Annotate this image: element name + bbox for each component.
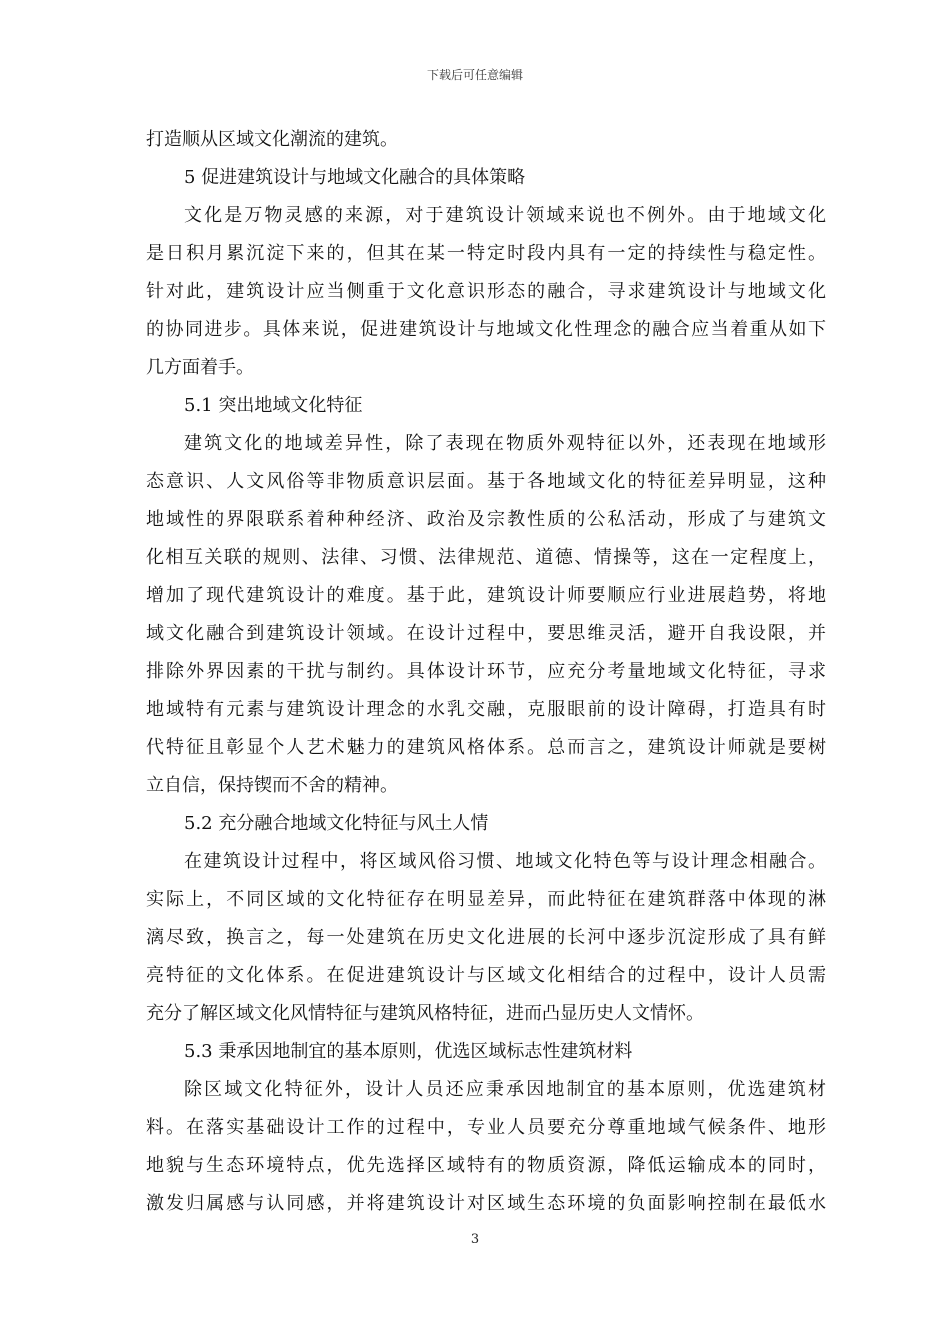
subsection-heading-5-3: 5.3 秉承因地制宜的基本原则，优选区域标志性建筑材料 (184, 1041, 633, 1062)
paragraph-line: 漓尽致，换言之，每一处建筑在历史文化进展的长河中逐步沉淀形成了具有鲜 (146, 927, 826, 948)
paragraph-line: 亮特征的文化体系。在促进建筑设计与区域文化相结合的过程中，设计人员需 (146, 965, 826, 986)
paragraph-line: 化相互关联的规则、法律、习惯、法律规范、道德、情操等，这在一定程度上， (146, 547, 826, 568)
paragraph-line: 的协同进步。具体来说，促进建筑设计与地域文化性理念的融合应当着重从如下 (146, 319, 826, 340)
page-header: 下载后可任意编辑 (426, 68, 523, 82)
subsection-heading-5-2: 5.2 充分融合地域文化特征与风土人情 (184, 813, 489, 834)
paragraph-line: 实际上，不同区域的文化特征存在明显差异，而此特征在建筑群落中体现的淋 (146, 889, 826, 910)
paragraph-line: 料。在落实基础设计工作的过程中，专业人员要充分尊重地域气候条件、地形 (146, 1117, 826, 1138)
page-number: 3 (470, 1232, 480, 1247)
paragraph-line: 激发归属感与认同感，并将建筑设计对区域生态环境的负面影响控制在最低水 (146, 1193, 826, 1214)
paragraph-line: 域文化融合到建筑设计领域。在设计过程中，要思维灵活，避开自我设限，并 (146, 623, 826, 644)
paragraph-line: 建筑文化的地域差异性，除了表现在物质外观特征以外，还表现在地域形 (184, 433, 826, 454)
paragraph-line: 针对此，建筑设计应当侧重于文化意识形态的融合，寻求建筑设计与地域文化 (146, 281, 826, 302)
subsection-heading-5-1: 5.1 突出地域文化特征 (184, 395, 363, 416)
paragraph-line: 地貌与生态环境特点，优先选择区域特有的物质资源，降低运输成本的同时， (146, 1155, 826, 1176)
paragraph-line: 立自信，保持锲而不舍的精神。 (146, 775, 398, 796)
paragraph-line: 态意识、人文风俗等非物质意识层面。基于各地域文化的特征差异明显，这种 (146, 471, 826, 492)
paragraph-line: 充分了解区域文化风情特征与建筑风格特征，进而凸显历史人文情怀。 (146, 1003, 704, 1024)
paragraph-line: 排除外界因素的干扰与制约。具体设计环节，应充分考量地域文化特征，寻求 (146, 661, 826, 682)
paragraph-line: 打造顺从区域文化潮流的建筑。 (146, 129, 398, 150)
paragraph-line: 除区域文化特征外，设计人员还应秉承因地制宜的基本原则，优选建筑材 (184, 1079, 826, 1100)
paragraph-line: 地域特有元素与建筑设计理念的水乳交融，克服眼前的设计障碍，打造具有时 (146, 699, 826, 720)
paragraph-line: 在建筑设计过程中，将区域风俗习惯、地域文化特色等与设计理念相融合。 (184, 851, 826, 872)
paragraph-line: 代特征且彰显个人艺术魅力的建筑风格体系。总而言之，建筑设计师就是要树 (146, 737, 826, 758)
paragraph-line: 文化是万物灵感的来源，对于建筑设计领域来说也不例外。由于地域文化 (184, 205, 826, 226)
paragraph-line: 是日积月累沉淀下来的，但其在某一特定时段内具有一定的持续性与稳定性。 (146, 243, 826, 264)
paragraph-line: 地域性的界限联系着种种经济、政治及宗教性质的公私活动，形成了与建筑文 (146, 509, 826, 530)
paragraph-line: 增加了现代建筑设计的难度。基于此，建筑设计师要顺应行业进展趋势，将地 (146, 585, 826, 606)
paragraph-line: 几方面着手。 (146, 357, 254, 378)
section-heading: 5 促进建筑设计与地域文化融合的具体策略 (184, 167, 526, 188)
